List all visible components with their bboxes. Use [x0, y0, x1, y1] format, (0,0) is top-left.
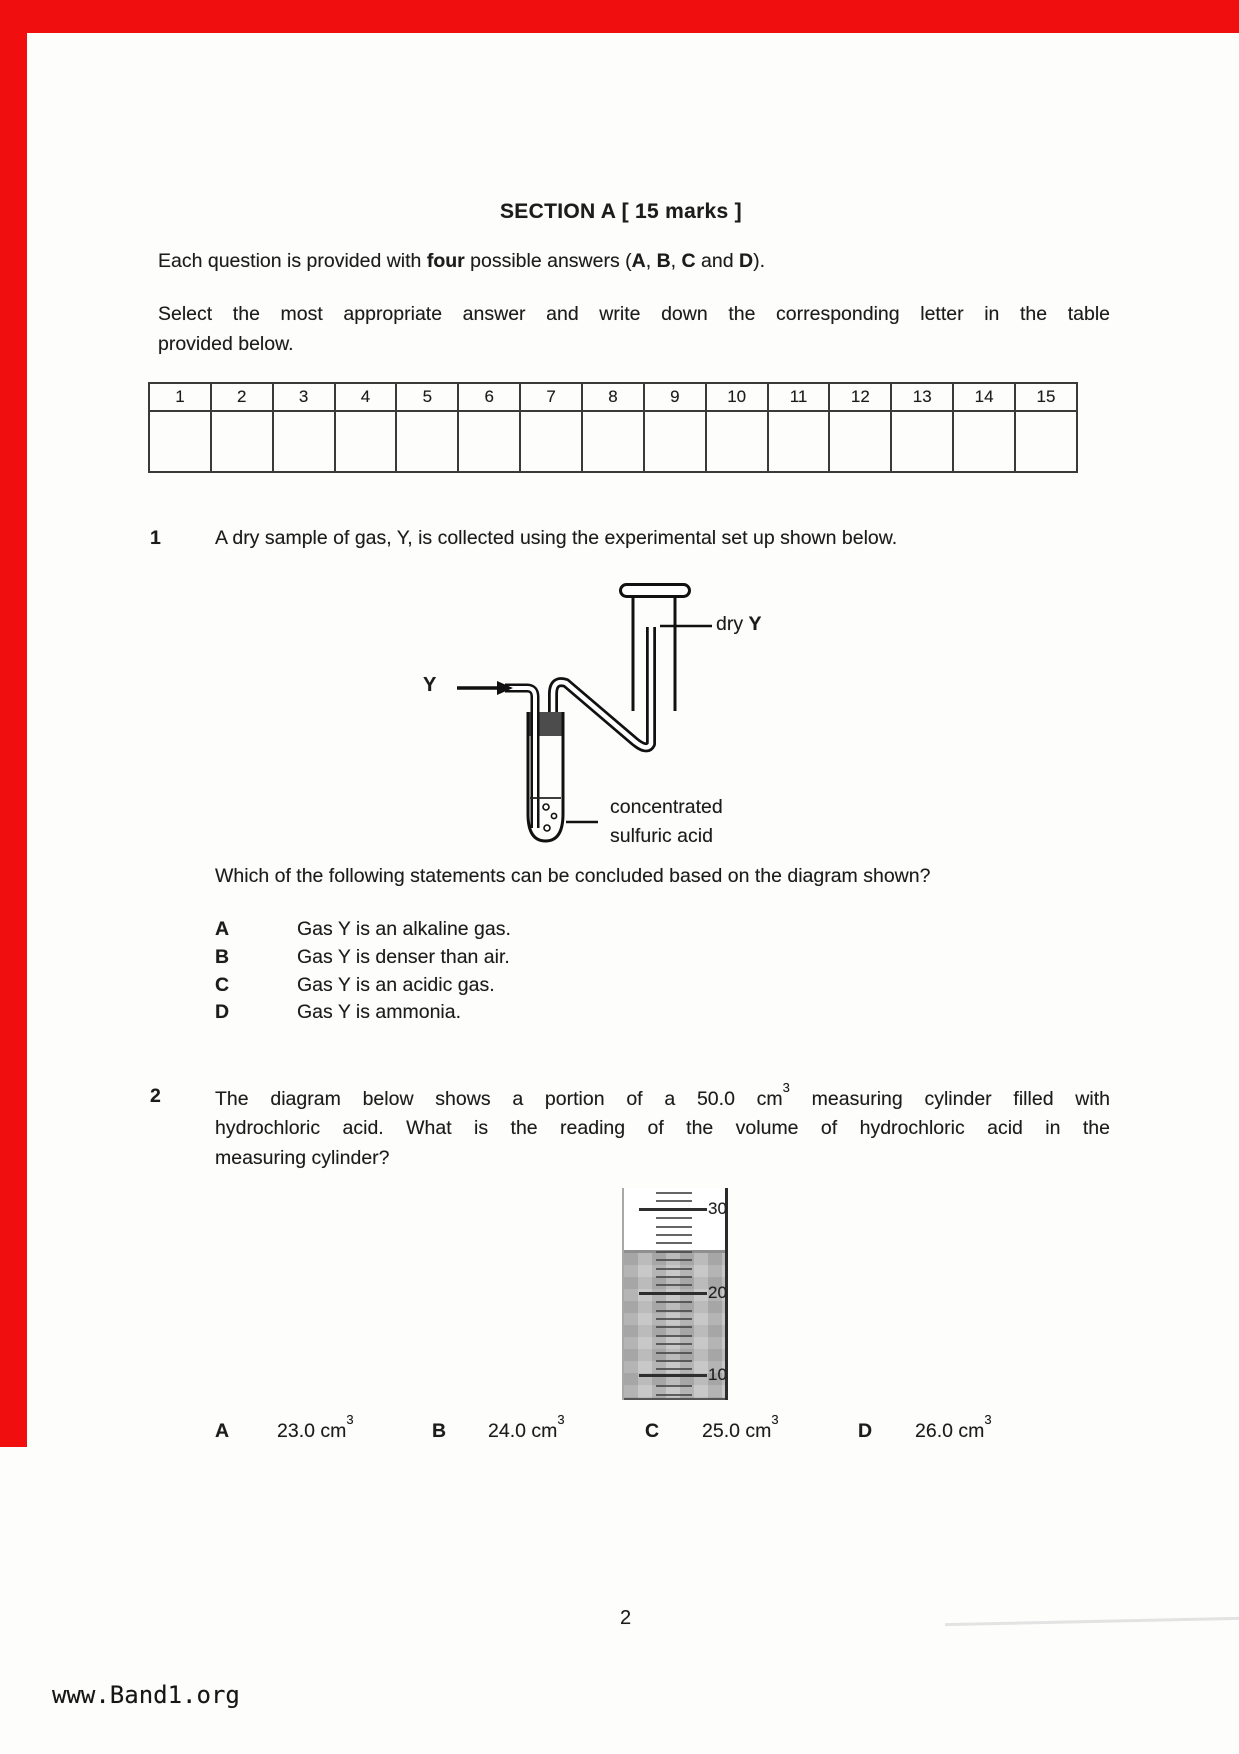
superscript-3: 3	[782, 1079, 790, 1095]
superscript-3: 3	[557, 1411, 565, 1427]
tick-minor	[656, 1192, 692, 1194]
intro-bold-a: A	[631, 250, 646, 272]
answer-table-header: 2	[211, 383, 273, 411]
answer-cell	[458, 411, 520, 472]
answer-cell	[891, 411, 953, 472]
bubble	[544, 825, 550, 831]
q1-number: 1	[150, 527, 161, 549]
answer-table-header: 3	[273, 383, 335, 411]
option-letter: B	[215, 946, 230, 968]
page-number: 2	[620, 1607, 632, 1629]
delivery-tube-core	[553, 627, 651, 747]
superscript-3: 3	[771, 1411, 779, 1427]
option-value	[277, 1411, 354, 1443]
answer-table-header: 1	[149, 383, 211, 411]
option-text: Gas Y is an acidic gas.	[297, 974, 495, 996]
tick-minor	[656, 1360, 692, 1362]
q2-line1-pre: The diagram below shows a portion of a 50.0 cm	[215, 1088, 783, 1110]
answer-cell	[582, 411, 644, 472]
scale-label-10: 10	[708, 1365, 727, 1384]
bubble	[551, 813, 556, 818]
option-letter: D	[858, 1420, 873, 1442]
option-value	[488, 1411, 565, 1443]
q2-number: 2	[150, 1085, 161, 1107]
label-acid	[610, 793, 723, 850]
tick-major	[639, 1292, 707, 1295]
answer-cell	[644, 411, 706, 472]
answer-cell	[273, 411, 335, 472]
answer-table-header: 11	[768, 383, 830, 411]
tick-minor	[656, 1200, 692, 1202]
answer-cell	[520, 411, 582, 472]
scan-streak	[945, 1617, 1239, 1626]
answer-table-header: 4	[335, 383, 397, 411]
intro-text: ).	[753, 250, 765, 272]
option-value-text: 25.0 cm	[702, 1420, 772, 1442]
intro-paragraph	[158, 250, 765, 273]
inlet-tube	[505, 688, 535, 828]
answer-cell	[211, 411, 273, 472]
tick-minor	[656, 1335, 692, 1337]
answer-table	[148, 382, 1078, 473]
scale-label-30: 30	[708, 1199, 727, 1218]
measuring-cylinder-figure	[622, 1188, 728, 1400]
option-value	[702, 1411, 779, 1443]
scale-label-20: 20	[708, 1283, 727, 1302]
option-value-text: 26.0 cm	[915, 1420, 985, 1442]
option-value-text: 24.0 cm	[488, 1420, 558, 1442]
answer-cell	[335, 411, 397, 472]
intro-text: ,	[645, 250, 657, 272]
q1-options	[215, 918, 815, 1033]
collection-tube-cap	[621, 585, 690, 597]
tick-minor	[656, 1394, 692, 1396]
tick-major	[639, 1374, 707, 1377]
cylinder-wall-left	[622, 1188, 624, 1400]
option-text: Gas Y is denser than air.	[297, 946, 510, 968]
answer-table-blank-row	[149, 411, 1077, 472]
option-text: Gas Y is ammonia.	[297, 1001, 462, 1023]
select-instruction-line1: Select the most appropriate answer and write down the corresponding letter in the table	[158, 303, 1110, 325]
answer-table-header: 8	[582, 383, 644, 411]
select-instruction	[158, 299, 1110, 359]
tick-minor	[656, 1251, 692, 1253]
option-letter: A	[215, 918, 230, 940]
tick-minor	[656, 1242, 692, 1244]
tick-minor	[656, 1318, 692, 1320]
answer-table-header: 10	[706, 383, 768, 411]
tick-minor	[656, 1385, 692, 1387]
select-instruction-line2: provided below.	[158, 333, 294, 355]
superscript-3: 3	[346, 1411, 354, 1427]
intro-bold-d: D	[738, 250, 754, 272]
answer-cell	[1015, 411, 1077, 472]
option-text: Gas Y is an alkaline gas.	[297, 918, 511, 940]
footer-url: www.Band1.org	[52, 1681, 240, 1709]
label-acid-line1: concentrated	[610, 796, 723, 818]
intro-text: Each question is provided with	[158, 250, 427, 272]
intro-bold-four: four	[426, 250, 465, 272]
answer-table-header: 5	[396, 383, 458, 411]
intro-text: ,	[670, 250, 682, 272]
section-title: SECTION A [ 15 marks ]	[500, 200, 742, 223]
tick-minor	[656, 1352, 692, 1354]
answer-table-header: 9	[644, 383, 706, 411]
answer-cell	[706, 411, 768, 472]
tick-minor	[656, 1310, 692, 1312]
option-letter: C	[215, 974, 230, 996]
q1-question: Which of the following statements can be concluded based on the diagram shown?	[215, 865, 931, 887]
q2-line1-post: measuring cylinder filled with	[789, 1088, 1110, 1110]
label-dry-gas: Y	[748, 613, 762, 635]
answer-table-header: 7	[520, 383, 582, 411]
option-letter: A	[215, 1420, 230, 1442]
option-value-text: 23.0 cm	[277, 1420, 347, 1442]
q2-text-line1	[215, 1079, 1110, 1114]
tick-minor	[656, 1234, 692, 1236]
scan-edge-top	[0, 0, 1239, 33]
scan-edge-left	[0, 0, 27, 1447]
answer-table-header: 6	[458, 383, 520, 411]
answer-cell	[953, 411, 1015, 472]
label-gas-y: Y	[423, 674, 437, 696]
tick-minor	[656, 1276, 692, 1278]
tick-minor	[656, 1368, 692, 1370]
label-dry-text: dry	[716, 613, 749, 635]
tick-minor	[656, 1284, 692, 1286]
tick-minor	[656, 1326, 692, 1328]
answer-cell	[768, 411, 830, 472]
tick-minor	[656, 1217, 692, 1219]
tick-minor	[656, 1259, 692, 1261]
answer-cell	[396, 411, 458, 472]
q1-text: A dry sample of gas, Y, is collected using the experimental set up shown below.	[215, 527, 898, 549]
bubble	[543, 804, 549, 810]
answer-table-header: 14	[953, 383, 1015, 411]
label-dry-y	[716, 613, 762, 636]
answer-table-header: 15	[1015, 383, 1077, 411]
answer-table-header: 13	[891, 383, 953, 411]
answer-cell	[149, 411, 211, 472]
tick-minor	[656, 1268, 692, 1270]
answer-cell	[829, 411, 891, 472]
q2-text	[215, 1079, 1110, 1173]
answer-table-header-row	[149, 383, 1077, 411]
label-acid-line2: sulfuric acid	[610, 824, 713, 847]
gas-in-arrow-icon	[497, 681, 513, 695]
q2-text-line3: measuring cylinder?	[215, 1146, 390, 1169]
tick-minor	[656, 1226, 692, 1228]
tick-minor	[656, 1343, 692, 1345]
intro-bold-b: B	[656, 250, 671, 272]
answer-table-header: 12	[829, 383, 891, 411]
superscript-3: 3	[984, 1411, 992, 1427]
q2-text-line2: hydrochloric acid. What is the reading of the volume of hydrochloric acid in the	[215, 1117, 1110, 1140]
option-value	[915, 1411, 992, 1443]
tick-minor	[656, 1301, 692, 1303]
intro-text: and	[695, 250, 739, 272]
option-letter: C	[645, 1420, 660, 1442]
option-letter: D	[215, 1001, 230, 1023]
option-letter: B	[432, 1420, 447, 1442]
intro-text: possible answers (	[464, 250, 632, 272]
intro-bold-c: C	[681, 250, 696, 272]
tick-major	[639, 1208, 707, 1211]
